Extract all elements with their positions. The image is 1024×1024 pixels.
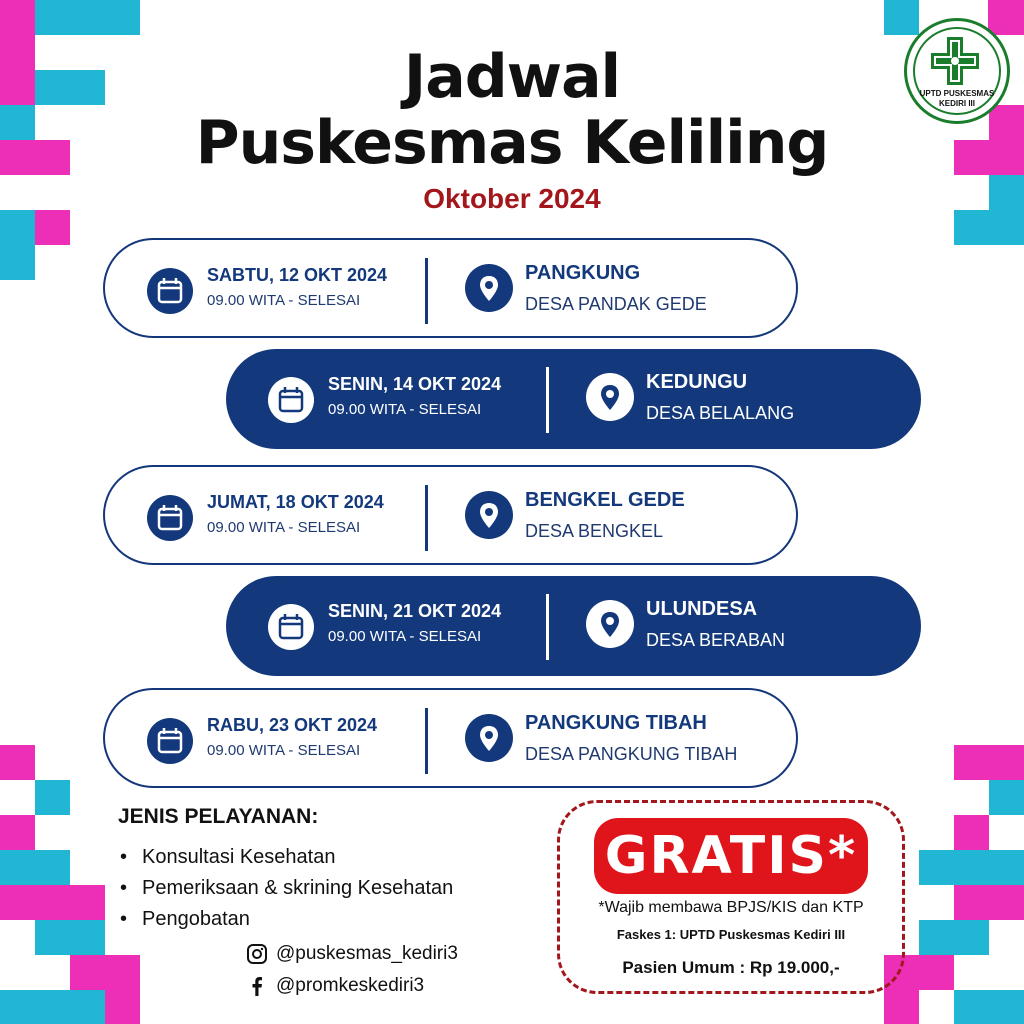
divider: [425, 485, 428, 551]
list-item: • Pemeriksaan & skrining Kesehatan: [120, 873, 453, 904]
schedule-place: ULUNDESA: [646, 598, 758, 620]
schedule-time: 09.00 WITA - SELESAI: [328, 628, 482, 645]
facebook-icon: [246, 975, 268, 997]
schedule-place: PANGKUNG TIBAH: [525, 712, 707, 734]
location-pin-icon: [586, 600, 634, 648]
instagram-icon: [246, 943, 268, 965]
facebook-handle-text: @promkeskediri3: [276, 975, 425, 997]
schedule-time: 09.00 WITA - SELESAI: [207, 292, 361, 309]
divider: [546, 367, 549, 433]
location-pin-icon: [465, 491, 513, 539]
schedule-item: [103, 688, 798, 788]
calendar-icon: [147, 268, 193, 314]
schedule-date: RABU, 23 OKT 2024: [207, 715, 378, 735]
location-pin-icon: [586, 373, 634, 421]
calendar-icon: [268, 377, 314, 423]
logo-text-line1: UPTD PUSKESMAS: [919, 89, 995, 98]
divider: [425, 258, 428, 324]
list-item: • Pengobatan: [120, 904, 453, 935]
gratis-badge: GRATIS*: [594, 818, 868, 894]
gratis-faskes-note: Faskes 1: UPTD Puskesmas Kediri III: [616, 927, 846, 942]
schedule-place: KEDUNGU: [646, 371, 748, 393]
general-patient-price: Pasien Umum : Rp 19.000,-: [622, 958, 840, 977]
schedule-item: [226, 576, 921, 676]
location-pin-icon: [465, 264, 513, 312]
schedule-time: 09.00 WITA - SELESAI: [207, 742, 361, 759]
schedule-date: SENIN, 14 OKT 2024: [328, 374, 502, 394]
services-list: [120, 842, 453, 935]
free-service-box: [557, 800, 905, 994]
logo-text-line2: KEDIRI III: [938, 99, 975, 108]
calendar-icon: [147, 718, 193, 764]
schedule-time: 09.00 WITA - SELESAI: [207, 519, 361, 536]
schedule-village: DESA BENGKEL: [525, 521, 664, 541]
instagram-handle-text: @puskesmas_kediri3: [276, 943, 458, 965]
location-pin-icon: [465, 714, 513, 762]
schedule-time: 09.00 WITA - SELESAI: [328, 401, 482, 418]
schedule-village: DESA PANGKUNG TIBAH: [525, 744, 738, 764]
calendar-icon: [268, 604, 314, 650]
schedule-item: [226, 349, 921, 449]
schedule-item: [103, 238, 798, 338]
page-title-line2: Puskesmas Keliling: [195, 108, 829, 178]
schedule-date: JUMAT, 18 OKT 2024: [207, 492, 384, 512]
schedule-village: DESA PANDAK GEDE: [525, 294, 707, 314]
facebook-handle[interactable]: [246, 975, 424, 997]
schedule-item: [103, 465, 798, 565]
schedule-village: DESA BELALANG: [646, 403, 795, 423]
page-subtitle: Oktober 2024: [423, 183, 601, 214]
divider: [425, 708, 428, 774]
page-title-line1: Jadwal: [403, 42, 621, 112]
instagram-handle[interactable]: [246, 943, 458, 965]
list-item: • Konsultasi Kesehatan: [120, 842, 453, 873]
schedule-date: SENIN, 21 OKT 2024: [328, 601, 502, 621]
divider: [546, 594, 549, 660]
schedule-place: BENGKEL GEDE: [525, 489, 685, 511]
schedule-place: PANGKUNG: [525, 262, 641, 284]
gratis-requirement-note: *Wajib membawa BPJS/KIS dan KTP: [598, 899, 864, 916]
calendar-icon: [147, 495, 193, 541]
services-title: JENIS PELAYANAN:: [118, 805, 319, 828]
schedule-village: DESA BERABAN: [646, 630, 786, 650]
schedule-date: SABTU, 12 OKT 2024: [207, 265, 388, 285]
